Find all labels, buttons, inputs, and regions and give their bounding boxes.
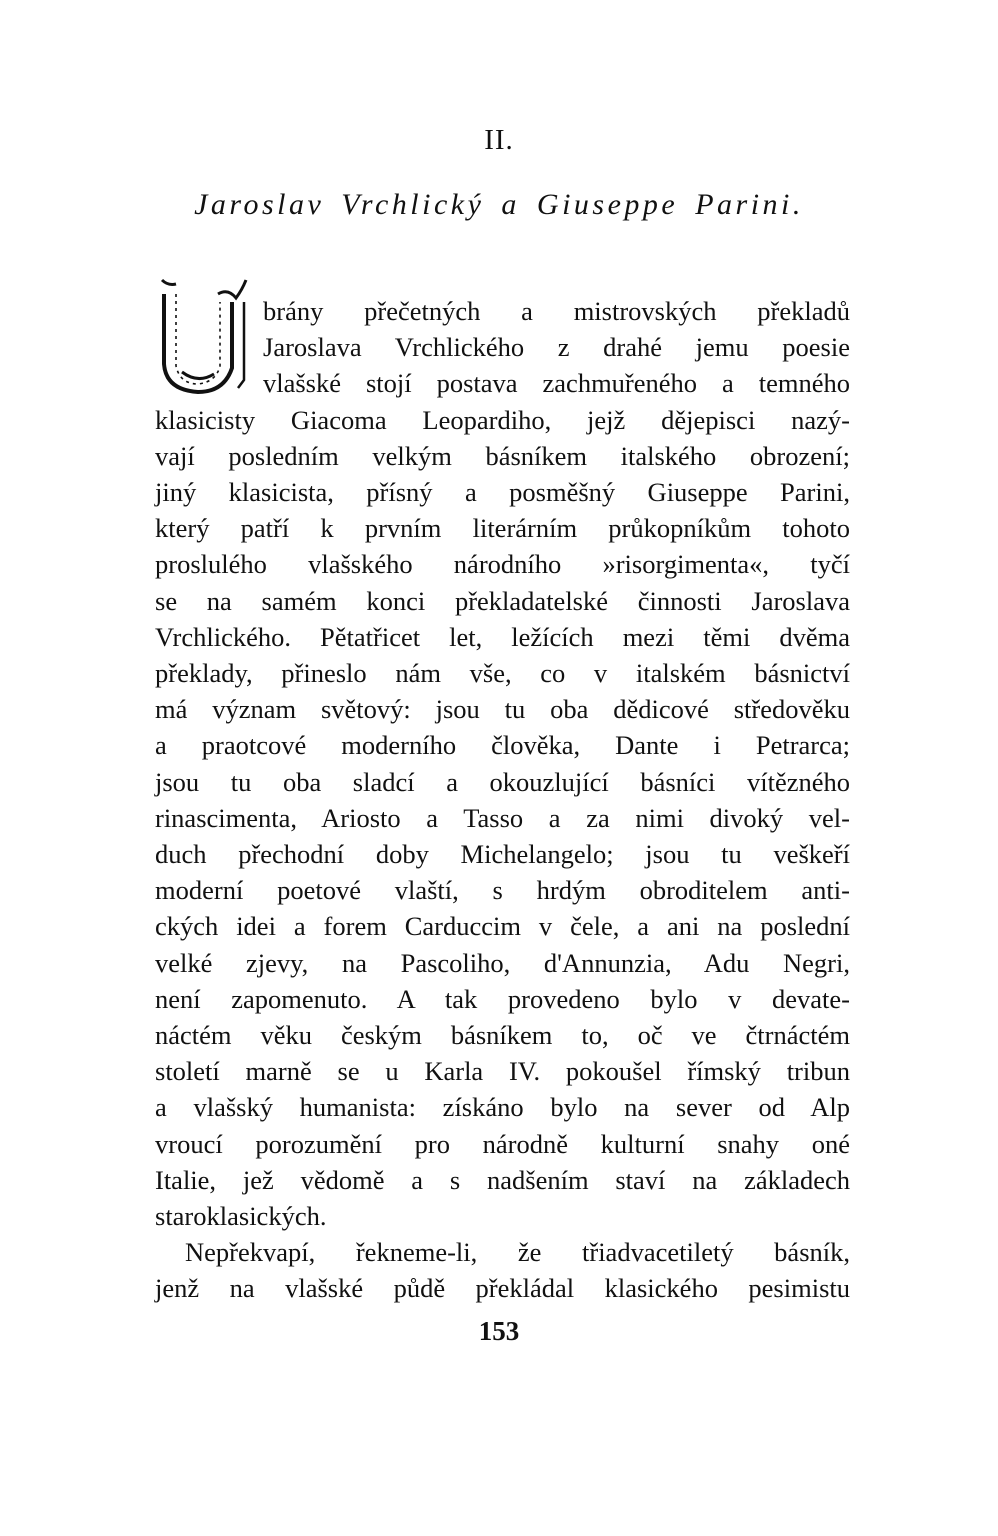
text-line: náctém věku českým básníkem to, oč ve čtrnáctém [155,1020,850,1051]
text-line: klasicisty Giacoma Leopardiho, jejž dějepisci nazý- [155,404,850,435]
text-line: vroucí porozumění pro národně kulturní snahy oné [155,1128,850,1159]
text-line: brány přečetných a mistrovských překladů [263,296,850,326]
paragraph-1 [155,293,850,1234]
text-line: duch přechodní doby Michelangelo; jsou tu veškeří [155,839,850,870]
text-line: a praotcové moderního člověka, Dante i Petrarca; [155,730,850,761]
text-line: jiný klasicista, přísný a posměšný Giuseppe Parini, [155,477,850,508]
text-line: Vrchlického. Pětatřicet let, ležících mezi těmi dvěma [155,621,850,652]
text-line: se na samém konci překladatelské činnosti Jaroslava [155,585,850,616]
chapter-title: Jaroslav Vrchlický a Giuseppe Parini. [194,188,804,221]
text-line: překlady, přineslo nám vše, co v italském básnictví [155,658,850,689]
body-text [155,293,850,1307]
text-line: jsou tu oba sladcí a okouzlující básníci vítězného [155,766,850,797]
text-line: ckých idei a forem Carduccim v čele, a ani na poslední [155,911,850,942]
text-line: vlašské stojí postava zachmuřeného a temného [263,368,850,399]
text-line: moderní poetové vlaští, s hrdým obroditelem anti- [155,875,850,906]
text-line: vají posledním velkým básníkem italského obrození; [155,440,850,471]
text-line: není zapomenuto. A tak provedeno bylo v devate- [155,983,850,1014]
page-number: 153 [478,1316,520,1346]
text-line: Nepřekvapí, řekneme-li, že třiadvacetiletý básník, [185,1237,850,1268]
paragraph-2 [155,1234,850,1306]
text-line: jenž na vlašské půdě překládal klasického pesimistu [155,1273,850,1304]
text-line: století marně se u Karla IV. pokoušel římský tribun [155,1056,850,1087]
text-line: má význam světový: jsou tu oba dědicové středověku [155,694,850,725]
text-line: a vlašský humanista: získáno bylo na sever od Alp [155,1092,850,1123]
chapter-number: II. [484,124,514,156]
text-line: rinascimenta, Ariosto a Tasso a za nimi divoký vel- [155,802,850,833]
text-line: Italie, jež vědomě a s nadšením staví na základech [155,1164,850,1195]
text-line: který patří k prvním literárním průkopníkům tohoto [155,513,850,544]
text-line: proslulého vlašského národního »risorgimenta«, tyčí [155,549,850,580]
text-line: velké zjevy, na Pascoliho, d'Annunzia, Adu Negri, [155,947,850,978]
text-line: staroklasických. [155,1201,327,1232]
text-line: Jaroslava Vrchlického z drahé jemu poesie [263,332,850,363]
